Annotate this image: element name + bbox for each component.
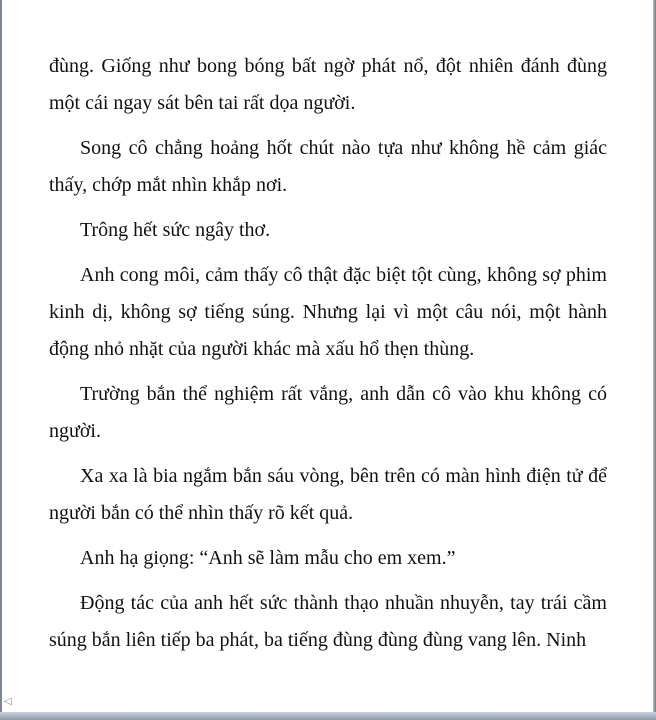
paragraph-2: Song cô chẳng hoảng hốt chút nào tựa như không hề cảm giác thấy, chớp mắt nhìn khắp nơi. [49, 137, 607, 196]
paragraph-4: Anh cong môi, cảm thấy cô thật đặc biệt tột cùng, không sợ phim kinh dị, không sợ tiếng súng. Nhưng lại vì một câu nói, một hành động nhỏ nhặt của người khác mà xấu hổ thẹn thùng. [49, 264, 607, 360]
page-left-arrow-icon[interactable]: ◁ [4, 696, 12, 707]
document-body [49, 48, 607, 667]
window-frame-bottom [0, 712, 656, 720]
paragraph-1: đùng. Giống như bong bóng bất ngờ phát nổ, đột nhiên đánh đùng một cái ngay sát bên tai rất dọa người. [49, 55, 607, 114]
document-page [2, 0, 652, 712]
paragraph-6: Xa xa là bia ngắm bắn sáu vòng, bên trên có màn hình điện tử để người bắn có thể nhìn thấy rõ kết quả. [49, 465, 607, 524]
paragraph-7: Anh hạ giọng: “Anh sẽ làm mẫu cho em xem.” [80, 547, 456, 569]
paragraph-5: Trường bắn thể nghiệm rất vắng, anh dẫn cô vào khu không có người. [49, 383, 607, 442]
paragraph-3: Trông hết sức ngây thơ. [80, 219, 271, 241]
paragraph-8: Động tác của anh hết sức thành thạo nhuần nhuyễn, tay trái cầm súng bắn liên tiếp ba phát, ba tiếng đùng đùng đùng vang lên. Ninh [49, 592, 607, 651]
